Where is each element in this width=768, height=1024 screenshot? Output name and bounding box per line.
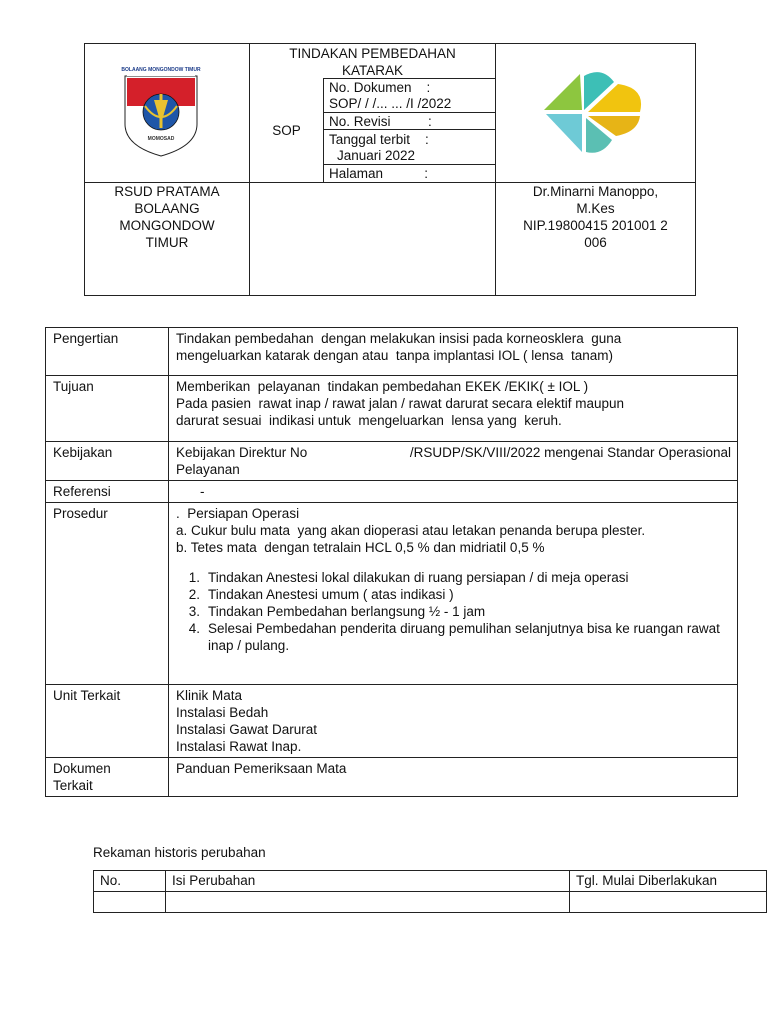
step-number: 2. [188,587,200,602]
issue-date-value: Januari 2022 [337,148,416,163]
row-label: Prosedur [46,503,169,685]
text-line: Memberikan pelayanan tindakan pembedahan EKEK /EKIK( ± IOL ) [176,379,589,394]
row-value [169,328,738,376]
table-cell [94,892,166,913]
text-line: Pelayanan [176,462,240,477]
procedure-step [176,620,731,654]
logo-banner-text: BOLAANG MONGONDOW TIMUR [121,67,201,73]
org-line-2: BOLAANG [134,201,200,216]
unit-item: Instalasi Gawat Darurat [176,722,318,737]
policy-number: /RSUDP/SK/VIII/2022 mengenai Standar Operasional [409,445,731,460]
policy-prefix: Kebijakan Direktur No [176,445,308,460]
row-value [169,376,738,442]
row-value [169,481,738,503]
step-number: 1. [188,570,200,585]
doc-number-value: SOP/ / /... ... /I /2022 [329,96,452,111]
row-label: Pengertian [46,328,169,376]
history-header-row [94,871,767,892]
step-text: Tindakan Pembedahan berlangsung ½ - 1 jam [208,604,486,619]
kemenkes-logo-icon [542,70,650,158]
issue-date-label: Tanggal terbit : [329,132,429,147]
row-label: Tujuan [46,376,169,442]
org-line-1: RSUD PRATAMA [114,184,220,199]
signer-nip: NIP.19800415 201001 2 [523,218,668,233]
column-header-change: Isi Perubahan [166,871,570,892]
table-cell [166,892,570,913]
sop-content-table [45,327,738,797]
step-text: Tindakan Anestesi lokal dilakukan di ruang persiapan / di meja operasi [208,570,629,585]
row-label: Kebijakan [46,442,169,481]
row-value [169,685,738,758]
row-tujuan [46,376,738,442]
text-line [176,444,731,461]
unit-item: Instalasi Rawat Inap. [176,739,302,754]
unit-item: Klinik Mata [176,688,243,703]
signer-name: Dr.Minarni Manoppo, [532,184,659,199]
page-label: Halaman : [329,166,429,181]
row-dokumen-terkait [46,758,738,797]
row-referensi [46,481,738,503]
procedure-step [176,586,731,603]
column-header-date: Tgl. Mulai Diberlakukan [570,871,767,892]
org-line-4: TIMUR [145,235,189,250]
text-line: darurat sesuai indikasi untuk mengeluarkan lensa yang keruh. [176,413,562,428]
label-line: Dokumen [53,761,111,776]
row-value [169,442,738,481]
text-line: b. Tetes mata dengan tetralain HCL 0,5 % dan midriatil 0,5 % [176,540,545,555]
text-line: Tindakan pembedahan dengan melakukan insisi pada korneosklera guna [176,331,622,346]
history-table [93,870,767,913]
signer-block [496,183,695,251]
table-cell [570,892,767,913]
row-label: Unit Terkait [46,685,169,758]
column-header-no: No. [94,871,166,892]
history-caption: Rekaman historis perubahan [93,845,266,860]
row-unit-terkait [46,685,738,758]
revision-label: No. Revisi : [329,114,432,129]
text-line: mengeluarkan katarak dengan atau tanpa implantasi IOL ( lensa tanam) [176,348,614,363]
row-label [46,758,169,797]
sop-header-table [84,43,696,296]
step-text: Selesai Pembedahan penderita diruang pemulihan selanjutnya bisa ke ruangan rawat inap / pulang. [208,621,720,653]
step-number: 4. [188,621,200,636]
history-empty-row [94,892,767,913]
signer-nip-cont: 006 [584,235,607,250]
regency-emblem-icon [121,66,201,158]
reference-value: - [200,484,205,499]
row-prosedur [46,503,738,685]
row-pengertian [46,328,738,376]
row-kebijakan [46,442,738,481]
label-line: Terkait [53,778,93,793]
logo-motto-text: MOMOSAD [147,136,175,142]
row-value [169,503,738,685]
organization-name [85,183,249,251]
document-title [250,45,495,79]
health-ministry-logo [542,70,650,158]
step-number: 3. [188,604,200,619]
text-line: . Persiapan Operasi [176,506,300,521]
org-line-3: MONGONDOW [119,218,215,233]
row-label: Referensi [46,481,169,503]
text-line: Pada pasien rawat inap / rawat jalan / rawat darurat secara elektif maupun [176,396,624,411]
procedure-step [176,603,731,620]
sop-label: SOP [272,123,301,138]
hospital-logo [121,66,201,158]
title-line-2: KATARAK [341,63,403,78]
text-line: a. Cukur bulu mata yang akan dioperasi atau letakan penanda berupa plester. [176,523,646,538]
doc-number-label: No. Dokumen : [329,80,431,95]
row-value: Panduan Pemeriksaan Mata [169,758,738,797]
step-text: Tindakan Anestesi umum ( atas indikasi ) [208,587,454,602]
unit-item: Instalasi Bedah [176,705,269,720]
title-line-1: TINDAKAN PEMBEDAHAN [289,46,456,61]
procedure-step [176,569,731,586]
signer-title: M.Kes [576,201,615,216]
